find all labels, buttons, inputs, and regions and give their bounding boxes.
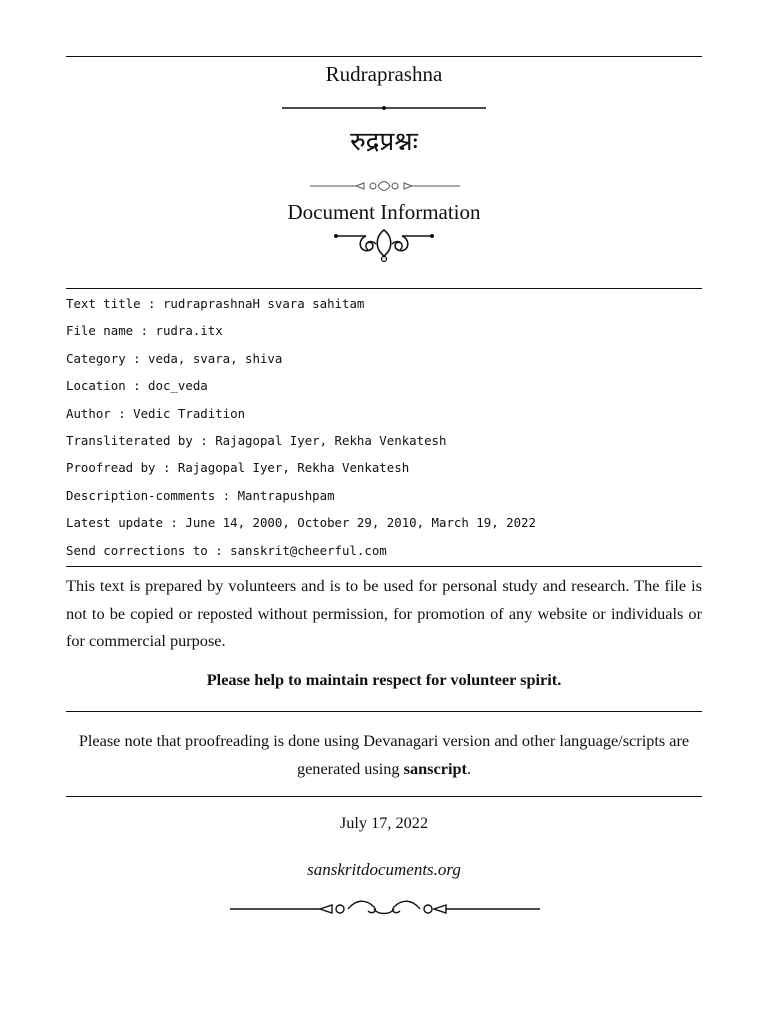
usage-notice-paragraph: This text is prepared by volunteers and is to be used for personal study and research. The file is not to be copied or reposted without permission, for promotion of any website or individuals or for commercial purpose. <box>66 576 702 650</box>
proofreading-note-text: Please note that proofreading is done using Devanagari version and other language/scripts are generated using <box>78 731 690 778</box>
metadata-text-title: Text title : rudraprashnaH svara sahitam <box>66 296 365 311</box>
top-rule <box>66 56 702 57</box>
metadata-block <box>66 295 702 569</box>
notice-rule <box>66 711 702 712</box>
proofreading-note <box>66 727 702 782</box>
metadata-top-rule <box>66 288 702 289</box>
metadata-category: Category : veda, svara, shiva <box>66 350 283 366</box>
heading-flourish-ornament <box>66 226 702 266</box>
document-date: July 17, 2022 <box>339 813 429 832</box>
note-bottom-rule <box>66 796 702 797</box>
metadata-file-name: File name : rudra.itx <box>66 323 223 339</box>
volunteer-spirit-note: Please help to maintain respect for volunteer spirit. <box>206 670 562 689</box>
metadata-location: Location : doc_veda <box>66 378 208 394</box>
metadata-description: Description-comments : Mantrapushpam <box>66 487 335 503</box>
metadata-proofread-by: Proofread by : Rajagopal Iyer, Rekha Venkatesh <box>66 460 410 476</box>
proofreading-note-suffix: . <box>466 758 472 778</box>
devanagari-ornament <box>66 179 702 193</box>
metadata-latest-update: Latest update : June 14, 2000, October 29, 2010, March 19, 2022 <box>66 515 536 531</box>
section-heading: Document Information <box>287 200 481 224</box>
footer-ornament <box>66 900 702 918</box>
metadata-send-corrections: Send corrections to : sanskrit@cheerful.com <box>66 542 387 558</box>
metadata-bottom-rule <box>66 566 702 567</box>
title-ornament <box>66 100 702 116</box>
devanagari-title: रुद्रप्रश्नः <box>350 127 418 157</box>
document-title: Rudraprashna <box>325 62 443 86</box>
sanscript-tool-name: sanscript <box>403 758 467 778</box>
metadata-transliterated-by: Transliterated by : Rajagopal Iyer, Rekha Venkatesh <box>66 432 447 448</box>
metadata-author: Author : Vedic Tradition <box>66 405 246 421</box>
site-name: sanskritdocuments.org <box>307 860 461 879</box>
